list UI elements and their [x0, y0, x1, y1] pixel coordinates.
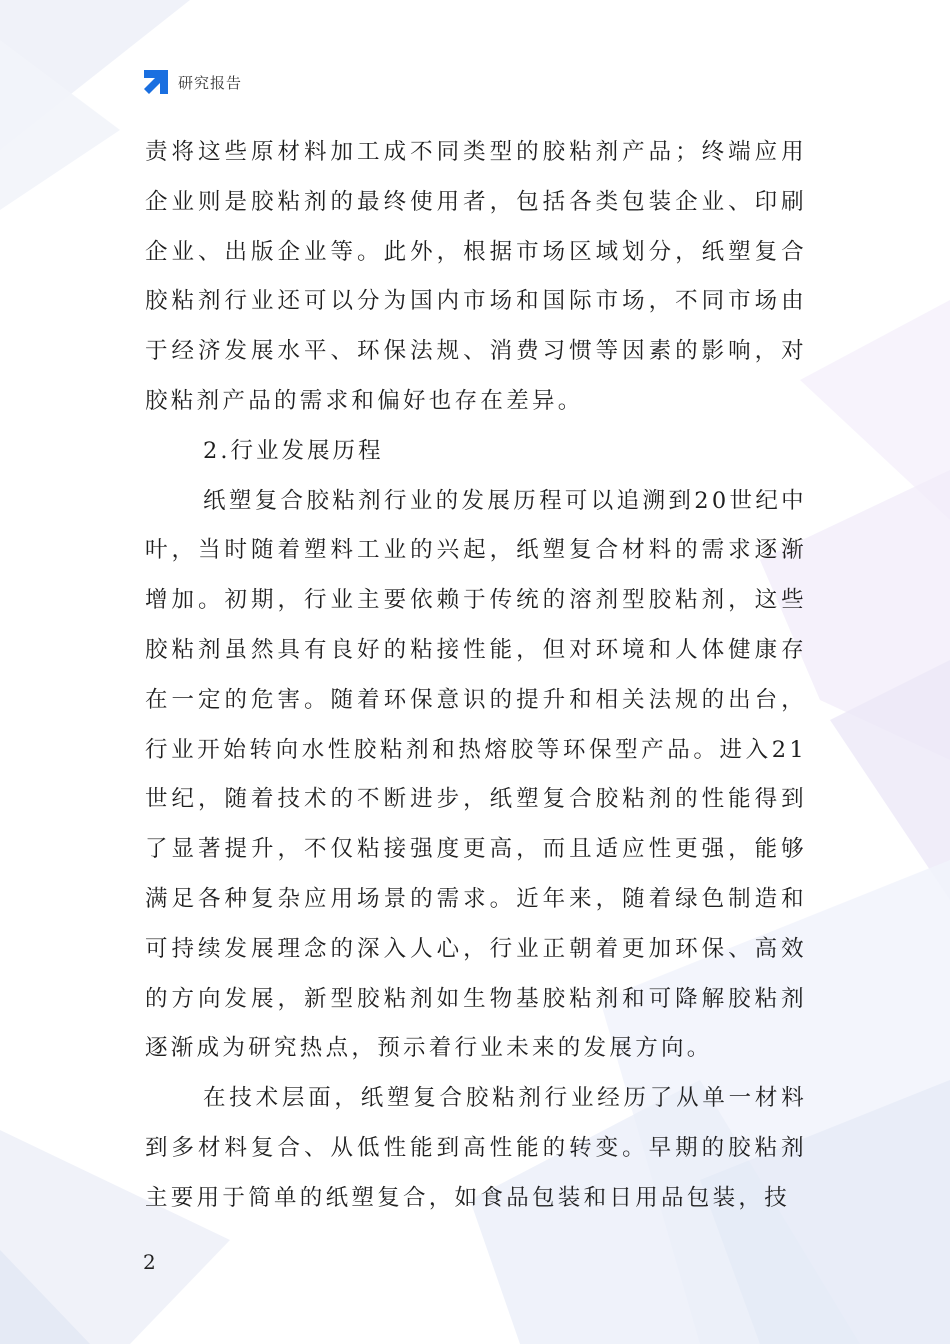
paragraph: 纸塑复合胶粘剂行业的发展历程可以追溯到20世纪中叶，当时随着塑料工业的兴起，纸塑复合材料的需求逐渐增加。初期，行业主要依赖于传统的溶剂型胶粘剂，这些胶粘剂虽然具有良好的粘接性能，但对环境和人体健康存在一定的危害。随着环保意识的提升和相关法规的出台，行业开始转向水性胶粘剂和热熔胶等环保型产品。进入21世纪，随着技术的不断进步，纸塑复合胶粘剂的性能得到了显著提升，不仅粘接强度更高，而且适应性更强，能够满足各种复杂应用场景的需求。近年来，随着绿色制造和可持续发展理念的深入人心，行业正朝着更加环保、高效的方向发展，新型胶粘剂如生物基胶粘剂和可降解胶粘剂逐渐成为研究热点，预示着行业未来的发展方向。	[145, 487, 807, 1062]
arrow-up-right-icon	[143, 69, 169, 95]
header-title: 研究报告	[178, 73, 243, 92]
section-heading: 2.行业发展历程	[203, 437, 384, 464]
paragraph: 责将这些原材料加工成不同类型的胶粘剂产品；终端应用企业则是胶粘剂的最终使用者，包括各类包装企业、印刷企业、出版企业等。此外，根据市场区域划分，纸塑复合胶粘剂行业还可以分为国内市场和国际市场，不同市场由于经济发展水平、环保法规、消费习惯等因素的影响，对胶粘剂产品的需求和偏好也存在差异。	[145, 139, 807, 414]
report-header	[143, 68, 242, 96]
paragraph: 在技术层面，纸塑复合胶粘剂行业经历了从单一材料到多材料复合、从低性能到高性能的转变。早期的胶粘剂主要用于简单的纸塑复合，如食品包装和日用品包装，技	[145, 1085, 807, 1211]
page-number: 2	[143, 1250, 156, 1274]
document-body	[145, 128, 807, 1224]
